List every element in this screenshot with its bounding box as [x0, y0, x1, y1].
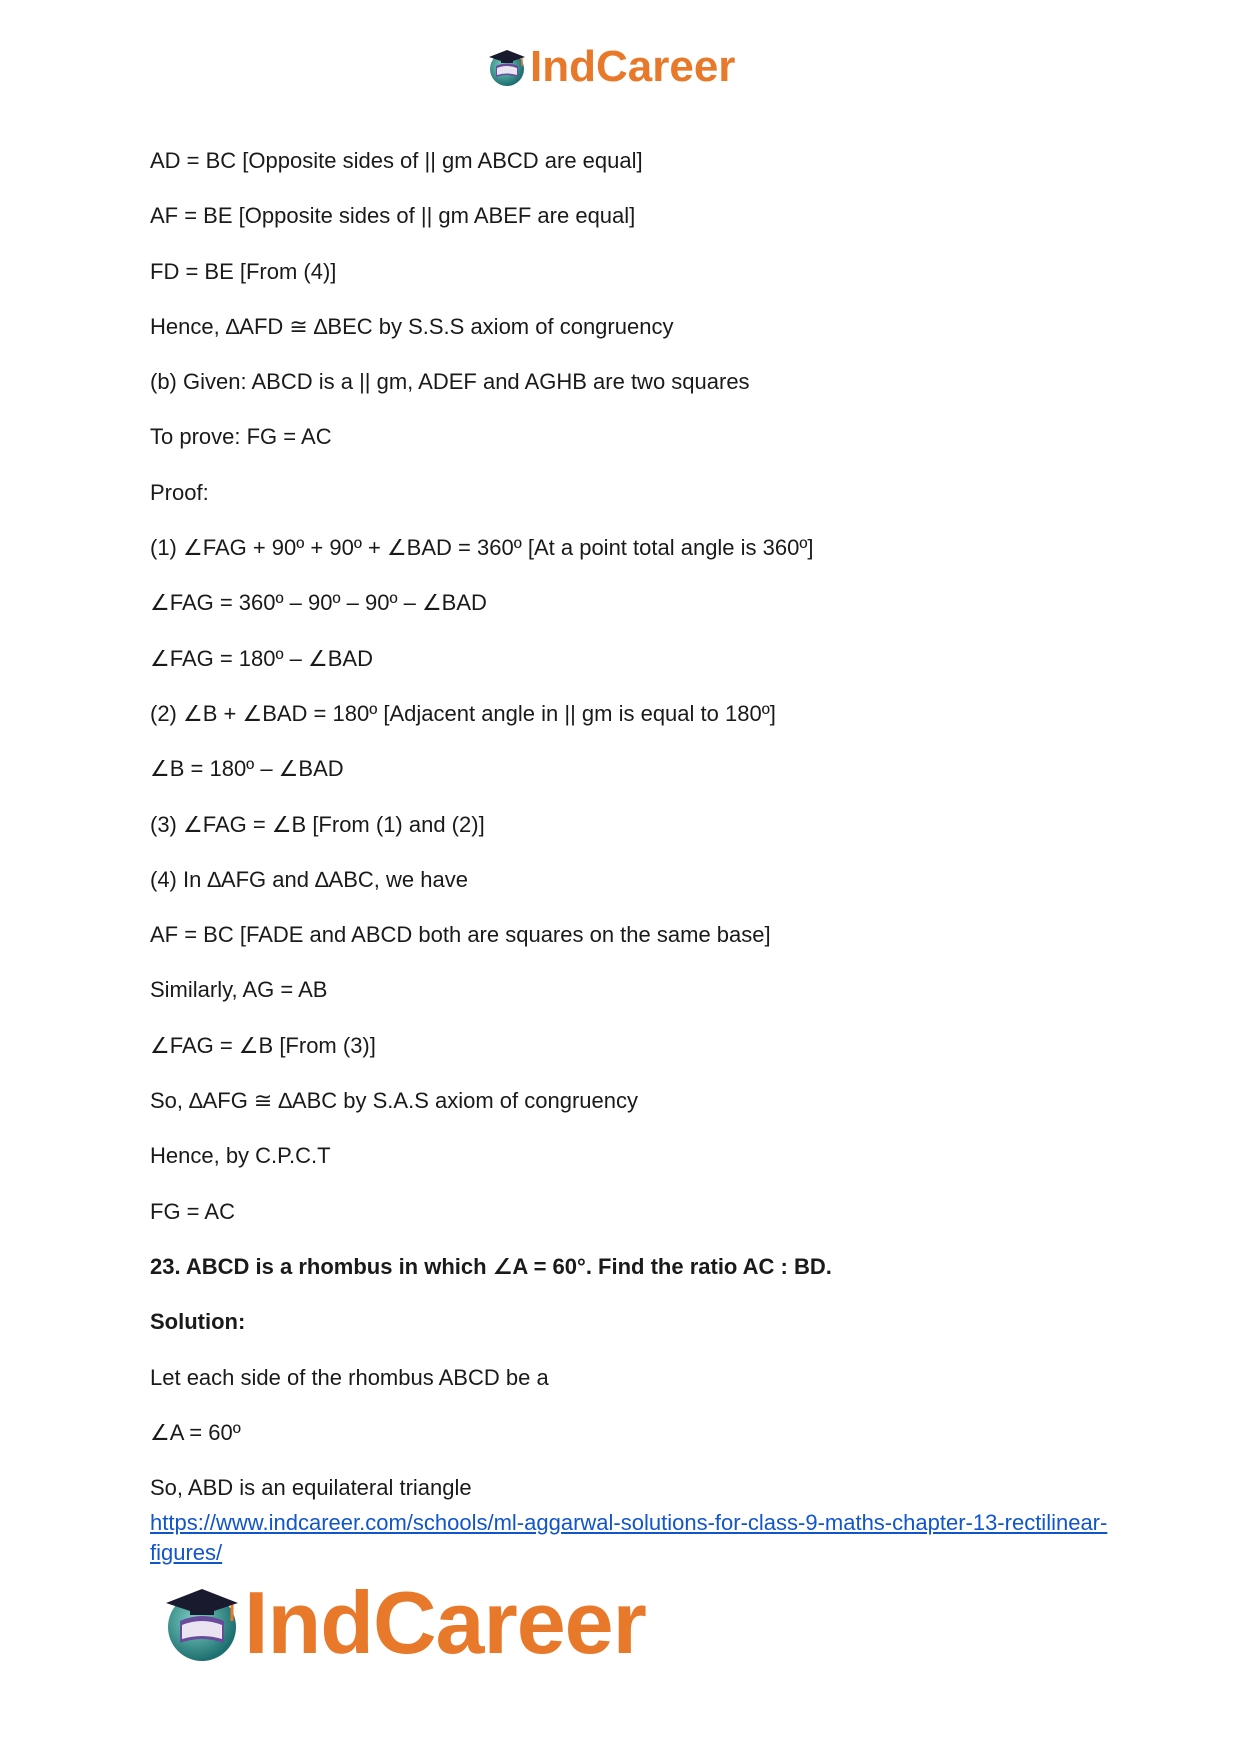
text-line: (1) ∠FAG + 90º + 90º + ∠BAD = 360º [At a point total angle is 360º]	[150, 535, 814, 561]
text-line: ∠B = 180º – ∠BAD	[150, 756, 344, 782]
source-link[interactable]: https://www.indcareer.com/schools/ml-aggarwal-solutions-for-class-9-maths-chapter-13-rectilinear-figures/	[150, 1510, 1108, 1565]
document-body	[150, 148, 1110, 1530]
graduation-globe-icon	[160, 1581, 244, 1665]
text-line: So, ∆AFG ≅ ∆ABC by S.A.S axiom of congruency	[150, 1088, 638, 1114]
heading-line: 23. ABCD is a rhombus in which ∠A = 60°. Find the ratio AC : BD.	[150, 1253, 832, 1279]
footer-logo-text: IndCareer	[244, 1572, 646, 1672]
text-line: Hence, by C.P.C.T	[150, 1143, 331, 1169]
heading-line: Solution:	[150, 1309, 246, 1335]
text-line: ∠A = 60º	[150, 1419, 241, 1445]
text-line: FD = BE [From (4)]	[150, 258, 337, 284]
text-line: FG = AC	[150, 1198, 235, 1224]
footer-logo[interactable]	[160, 1572, 700, 1672]
text-line: (4) In ∆AFG and ∆ABC, we have	[150, 866, 468, 892]
text-line: (3) ∠FAG = ∠B [From (1) and (2)]	[150, 811, 485, 837]
text-line: Hence, ∆AFD ≅ ∆BEC by S.S.S axiom of congruency	[150, 313, 674, 339]
text-line: Proof:	[150, 479, 209, 505]
header-logo[interactable]	[486, 42, 756, 92]
text-line: Similarly, AG = AB	[150, 977, 328, 1003]
text-line: ∠FAG = 180º – ∠BAD	[150, 645, 373, 671]
text-line: AF = BC [FADE and ABCD both are squares on the same base]	[150, 922, 771, 948]
text-line: AF = BE [Opposite sides of || gm ABEF are equal]	[150, 203, 636, 229]
text-line: So, ABD is an equilateral triangle	[150, 1475, 472, 1501]
text-line: To prove: FG = AC	[150, 424, 332, 450]
text-line: ∠FAG = 360º – 90º – 90º – ∠BAD	[150, 590, 487, 616]
text-line: (2) ∠B + ∠BAD = 180º [Adjacent angle in || gm is equal to 180º]	[150, 700, 776, 726]
logo-text: IndCareer	[530, 42, 736, 91]
text-line: (b) Given: ABCD is a || gm, ADEF and AGHB are two squares	[150, 369, 750, 395]
text-line: AD = BC [Opposite sides of || gm ABCD are equal]	[150, 148, 643, 173]
text-line: Let each side of the rhombus ABCD be a	[150, 1364, 549, 1390]
text-line: ∠FAG = ∠B [From (3)]	[150, 1032, 376, 1058]
graduation-globe-icon	[486, 46, 528, 88]
